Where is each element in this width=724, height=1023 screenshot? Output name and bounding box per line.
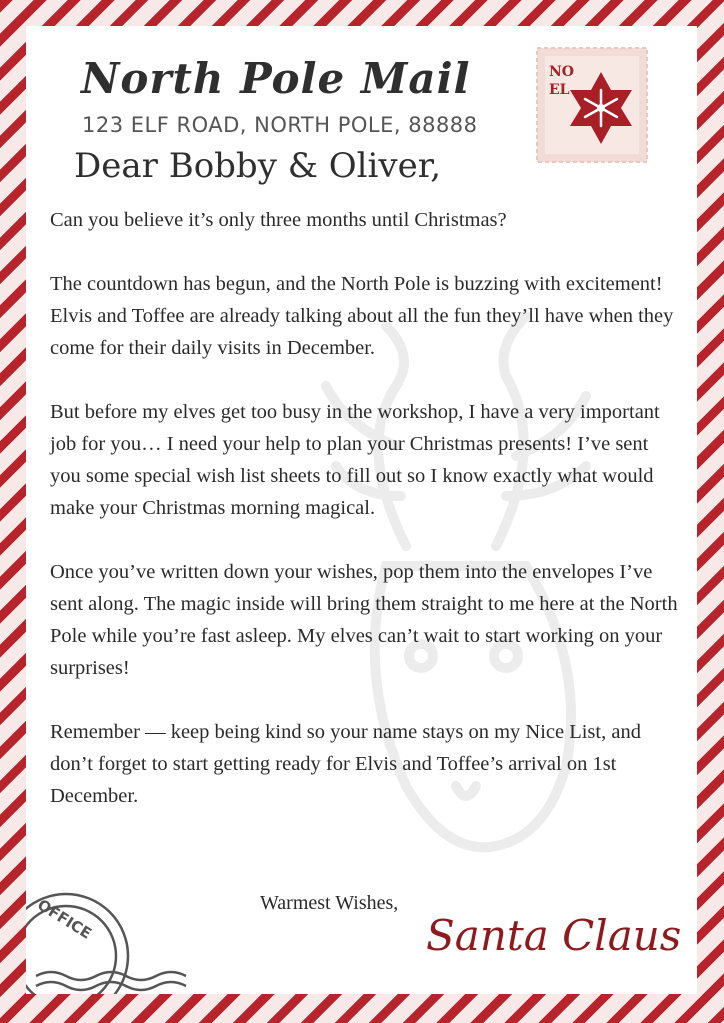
letterhead-title: North Pole Mail: [81, 54, 471, 103]
paragraph: Can you believe it’s only three months until Christmas?: [50, 209, 507, 231]
postmark-text: OFFICE: [34, 895, 95, 943]
letter-body: [50, 204, 680, 844]
letter-paper: [26, 26, 697, 994]
stamp-text-line1: NO: [549, 64, 574, 80]
santa-signature: Santa Claus: [426, 911, 682, 960]
paragraph: Remember — keep being kind so your name stays on my Nice List, and don’t forget to start getting ready for Elvis and Toffee’s arrival on 1st December.: [50, 721, 641, 807]
noel-stamp-icon: [535, 46, 649, 164]
letterhead-address: 123 ELF ROAD, NORTH POLE, 88888: [82, 113, 478, 137]
postmark-icon: [26, 886, 216, 994]
closing: Warmest Wishes,: [260, 892, 399, 914]
stamp-text-line2: EL: [549, 82, 570, 98]
salutation: Dear Bobby & Oliver,: [74, 146, 442, 186]
paragraph: The countdown has begun, and the North Pole is buzzing with excitement! Elvis and Toffee are already talking about all the fun they’ll have when they come for their daily visits in December.: [50, 273, 674, 359]
paragraph: But before my elves get too busy in the workshop, I have a very important job for you… I need your help to plan your Christmas presents! I’ve sent you some special wish list sheets to fill out so I know exactly what would make your Christmas morning magical.: [50, 401, 660, 519]
paragraph: Once you’ve written down your wishes, pop them into the envelopes I’ve sent along. The magic inside will bring them straight to me here at the North Pole while you’re fast asleep. My elves can’t wait to start working on your surprises!: [50, 561, 678, 679]
